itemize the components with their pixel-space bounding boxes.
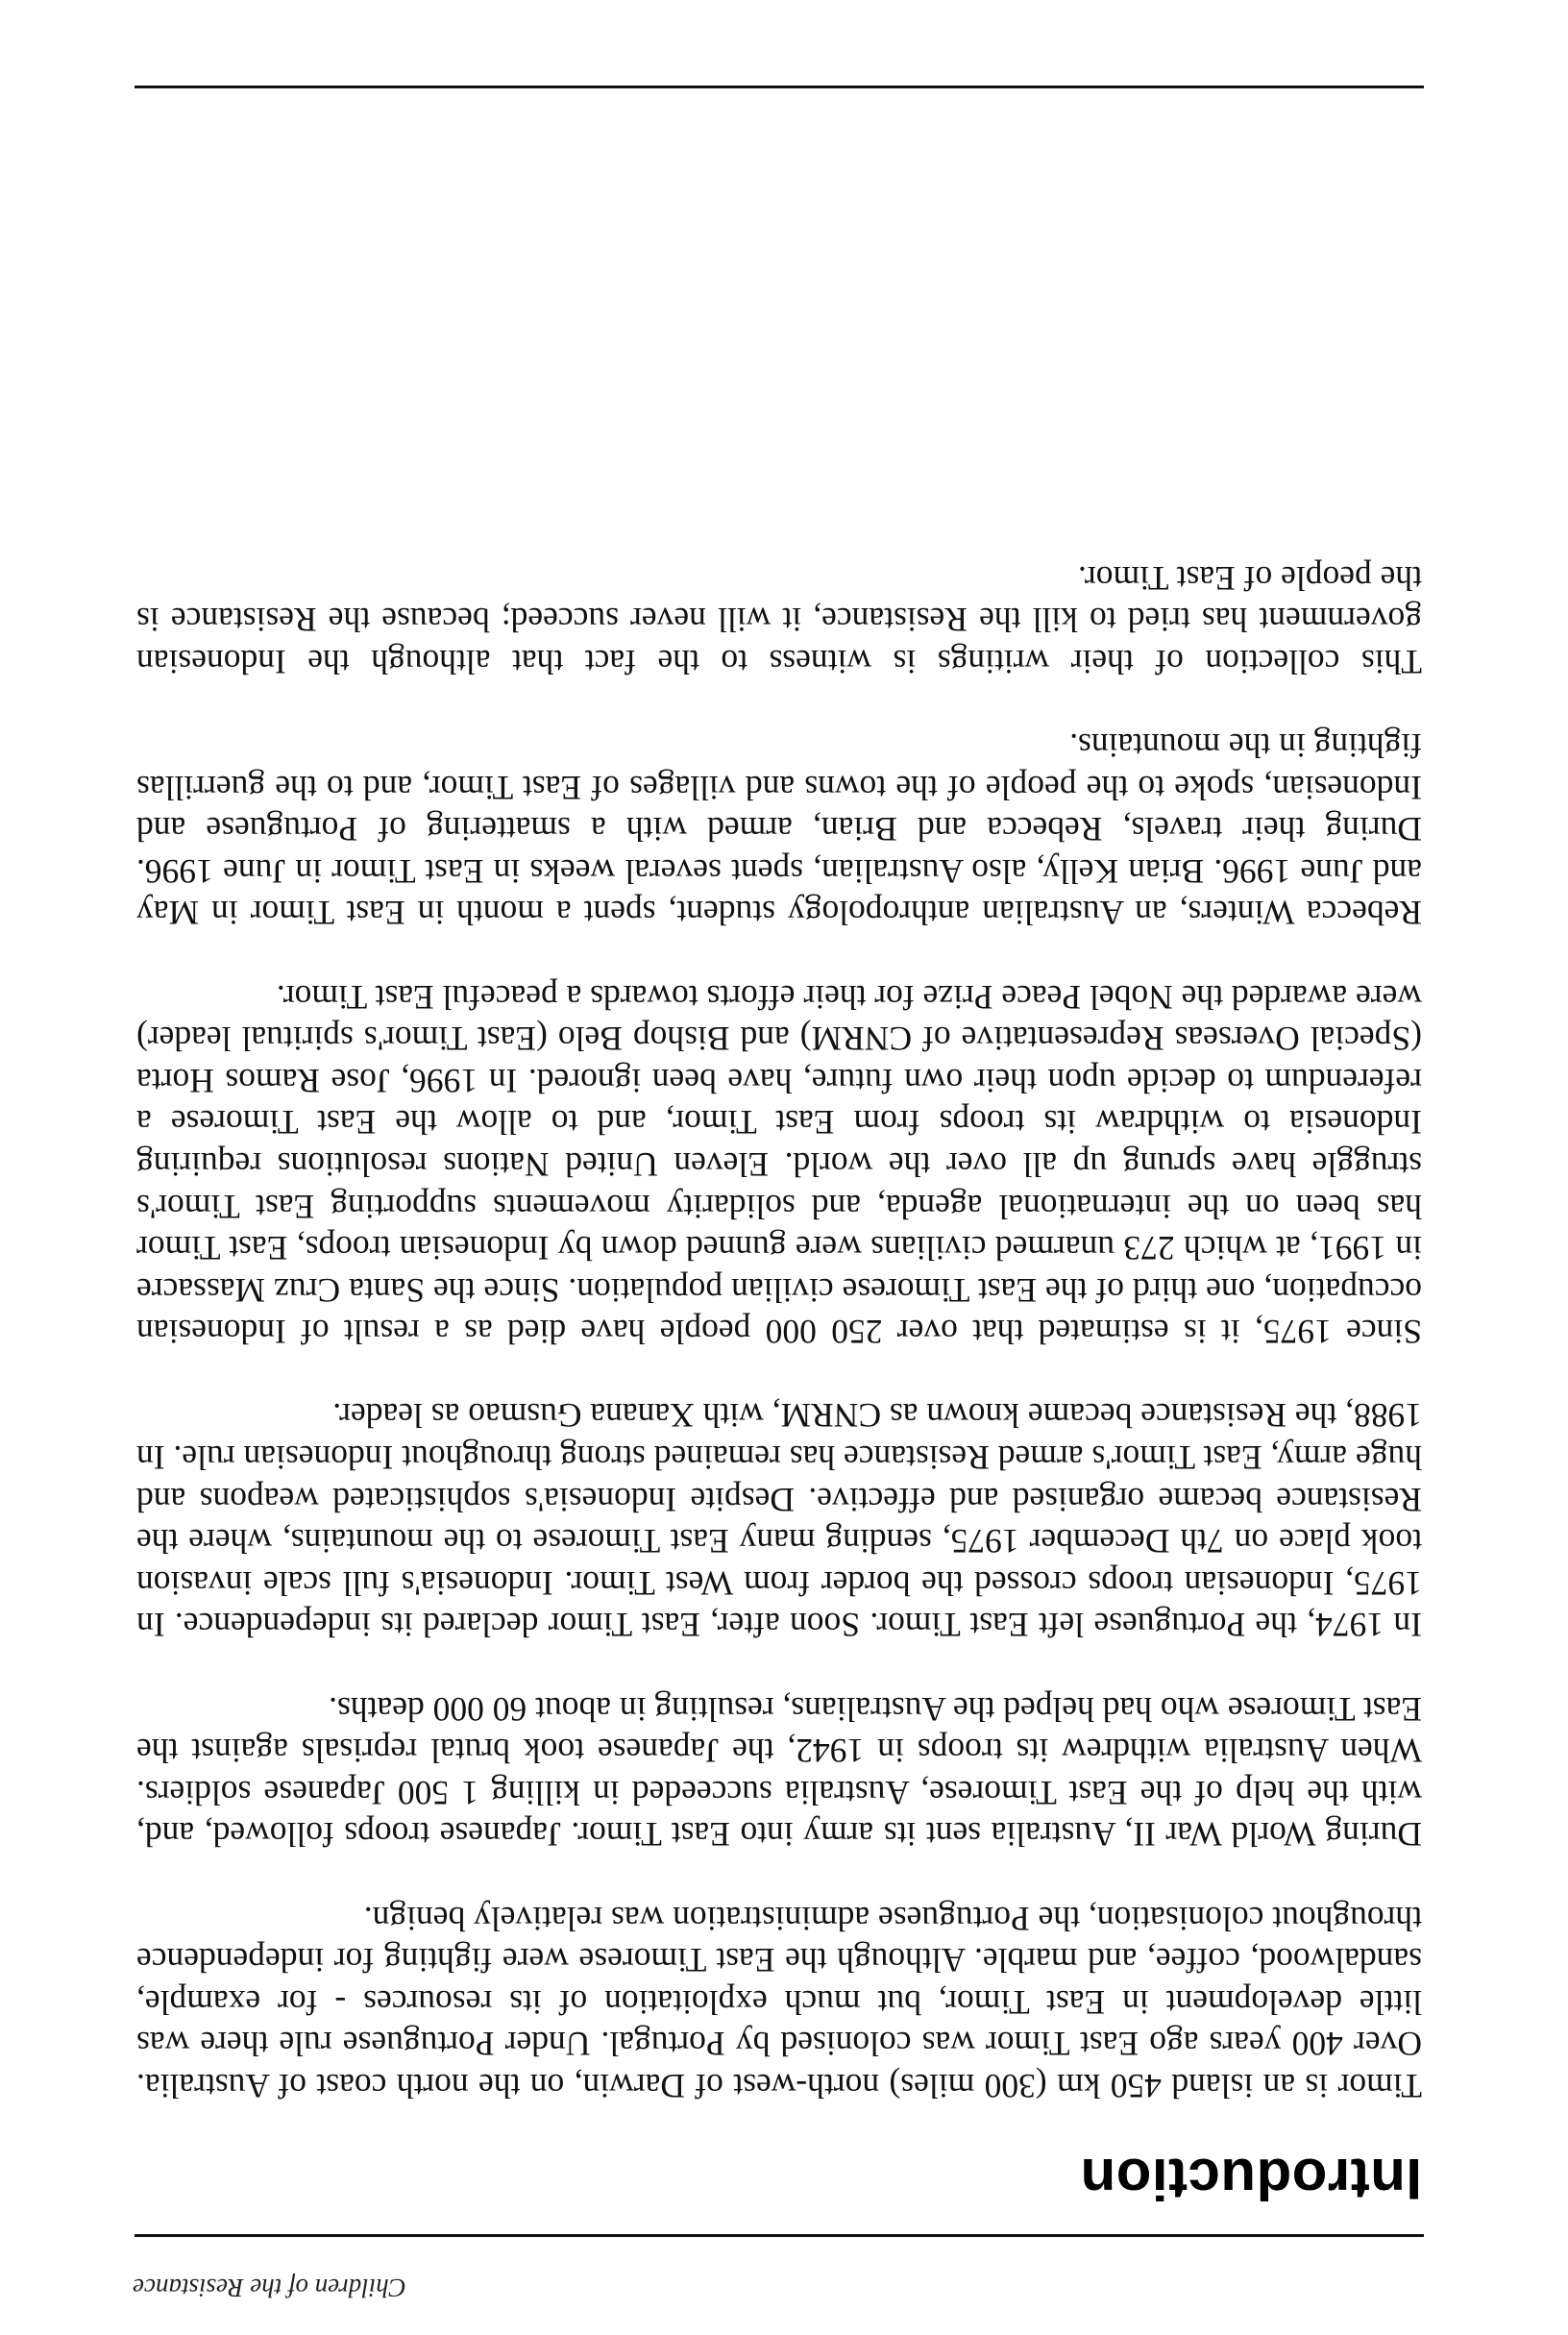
paragraph: During World War II, Australia sent its army into East Timor. Japanese troops followed, and, with the help of the East Timorese, Australia succeeded in killing 1 500 Japanese soldiers. When Australia withdrew its troops in 1942, the Japanese took brutal reprisals against the East Timorese who had helped the Australians, resulting in about 60 000 deaths.: [136, 1689, 1422, 1855]
bottom-rule: [135, 86, 1424, 88]
body-text: [136, 556, 1422, 2106]
paragraph: In 1974, the Portuguese left East Timor. Soon after, East Timor declared its independence. In 1975, Indonesian troops crossed the border from West Timor. Indonesia's full scale invasion took place on 7th December 1975, sending many East Timorese to the mountains, where the Resistance became organised and effective. Despite Indonesia's sophisticated weapons and huge army, East Timor's armed Resistance has remained strong throughout Indonesian rule. In 1988, the Resistance became known as CNRM, with Xanana Gusmao as leader.: [136, 1396, 1422, 1645]
paragraph: This collection of their writings is witness to the fact that although the Indonesian government has tried to kill the Resistance, it will never succeed; because the Resistance is the people of East Timor.: [136, 558, 1422, 681]
paragraph: Timor is an island 450 km (300 miles) north-west of Darwin, on the north coast of Australia. Over 400 years ago East Timor was colonised by Portugal. Under Portuguese rule there was little development in East Timor, but much exploitation of its resources - for example, sandalwood, coffee, and marble. Although the East Timorese were fighting for independence throughout colonisation, the Portuguese administration was relatively benign.: [136, 1899, 1422, 2105]
page-title: Introduction: [1080, 2147, 1422, 2211]
paragraph: Rebecca Winters, an Australian anthropology student, spent a month in East Timor in May and June 1996. Brian Kelly, also Australian, spent several weeks in East Timor in June 1996. During their travels, Rebecca and Brian, armed with a smattering of Portuguese and Indonesian, spoke to the people of the towns and villages of East Timor, and to the guerrillas fighting in the mountains.: [136, 726, 1422, 933]
top-rule: [135, 2234, 1424, 2237]
running-head: Children of the Resistance: [133, 2274, 406, 2302]
paragraph: Since 1975, it is estimated that over 250 000 people have died as a result of Indonesian occupation, one third of the East Timorese civilian population. Since the Santa Cruz Massacre in 1991, at which 273 unarmed civilians were gunned down by Indonesian troops, East Timor has been on the international agenda, and solidarity movements supporting East Timor's struggle have sprung up all over the world. Eleven United Nations resolutions requiring Indonesia to withdraw its troops from East Timor, and to allow the East Timorese a referendum to decide upon their own future, have been ignored. In 1996, Jose Ramos Horta (Special Overseas Representative of CNRM) and Bishop Belo (East Timor's spiritual leader) were awarded the Nobel Peace Prize for their efforts towards a peaceful East Timor.: [136, 977, 1422, 1352]
